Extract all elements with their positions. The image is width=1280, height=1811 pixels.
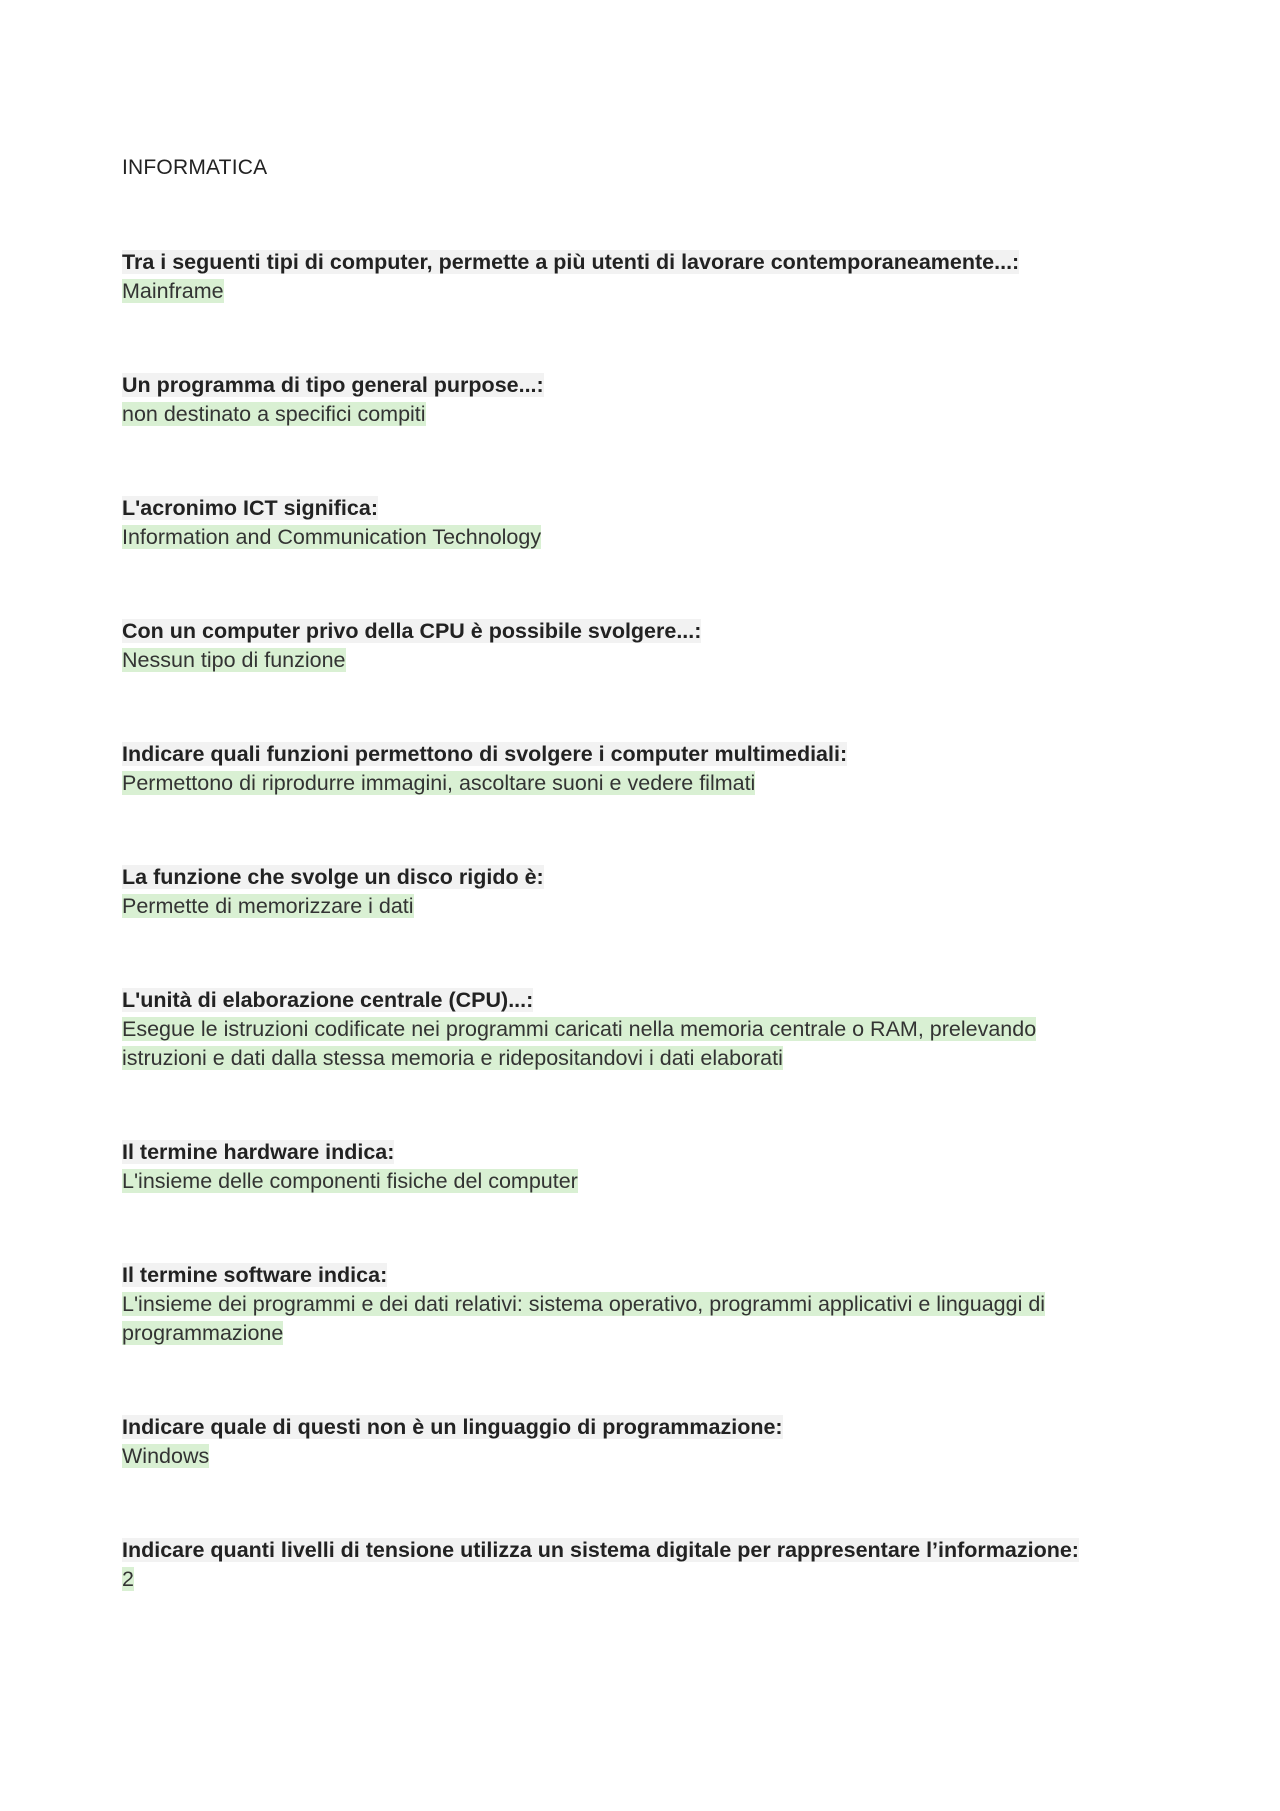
answer-text: istruzioni e dati dalla stessa memoria e ridepositandovi i dati elaborati [122, 1046, 783, 1070]
question-text: L'acronimo ICT significa: [122, 496, 378, 520]
qa-item [122, 740, 1162, 863]
qa-item [122, 986, 1162, 1138]
qa-item [122, 1261, 1162, 1413]
question-text: Tra i seguenti tipi di computer, permette a più utenti di lavorare contemporaneamente...: [122, 250, 1020, 274]
document-title: INFORMATICA [122, 156, 268, 179]
qa-item [122, 1536, 1162, 1659]
qa-item [122, 1138, 1162, 1261]
question-text: La funzione che svolge un disco rigido è: [122, 865, 544, 889]
question-text: Indicare quanti livelli di tensione utilizza un sistema digitale per rappresentare l’informazione: [122, 1538, 1079, 1562]
answer-text: L'insieme dei programmi e dei dati relativi: sistema operativo, programmi applicativi e linguaggi di [122, 1292, 1046, 1316]
qa-item [122, 371, 1162, 494]
answer-text: Information and Communication Technology [122, 525, 542, 549]
question-text: Indicare quale di questi non è un linguaggio di programmazione: [122, 1415, 783, 1439]
question-text: Il termine hardware indica: [122, 1140, 395, 1164]
answer-text: Permette di memorizzare i dati [122, 894, 414, 918]
question-text: Il termine software indica: [122, 1263, 388, 1287]
answer-text: Permettono di riprodurre immagini, ascoltare suoni e vedere filmati [122, 771, 756, 795]
qa-list [122, 248, 1162, 1659]
answer-text: 2 [122, 1567, 134, 1591]
answer-text: Mainframe [122, 279, 224, 303]
question-text: L'unità di elaborazione centrale (CPU)...: [122, 988, 534, 1012]
answer-text: Nessun tipo di funzione [122, 648, 346, 672]
answer-text: non destinato a specifici compiti [122, 402, 426, 426]
answer-text: L'insieme delle componenti fisiche del computer [122, 1169, 578, 1193]
answer-text: Windows [122, 1444, 210, 1468]
answer-text: programmazione [122, 1321, 284, 1345]
question-text: Indicare quali funzioni permettono di svolgere i computer multimediali: [122, 742, 848, 766]
qa-item [122, 494, 1162, 617]
answer-text: Esegue le istruzioni codificate nei programmi caricati nella memoria centrale o RAM, prelevando [122, 1017, 1037, 1041]
qa-item [122, 248, 1162, 371]
qa-item [122, 863, 1162, 986]
qa-item [122, 1413, 1162, 1536]
question-text: Con un computer privo della CPU è possibile svolgere...: [122, 619, 702, 643]
question-text: Un programma di tipo general purpose...: [122, 373, 544, 397]
qa-item [122, 617, 1162, 740]
